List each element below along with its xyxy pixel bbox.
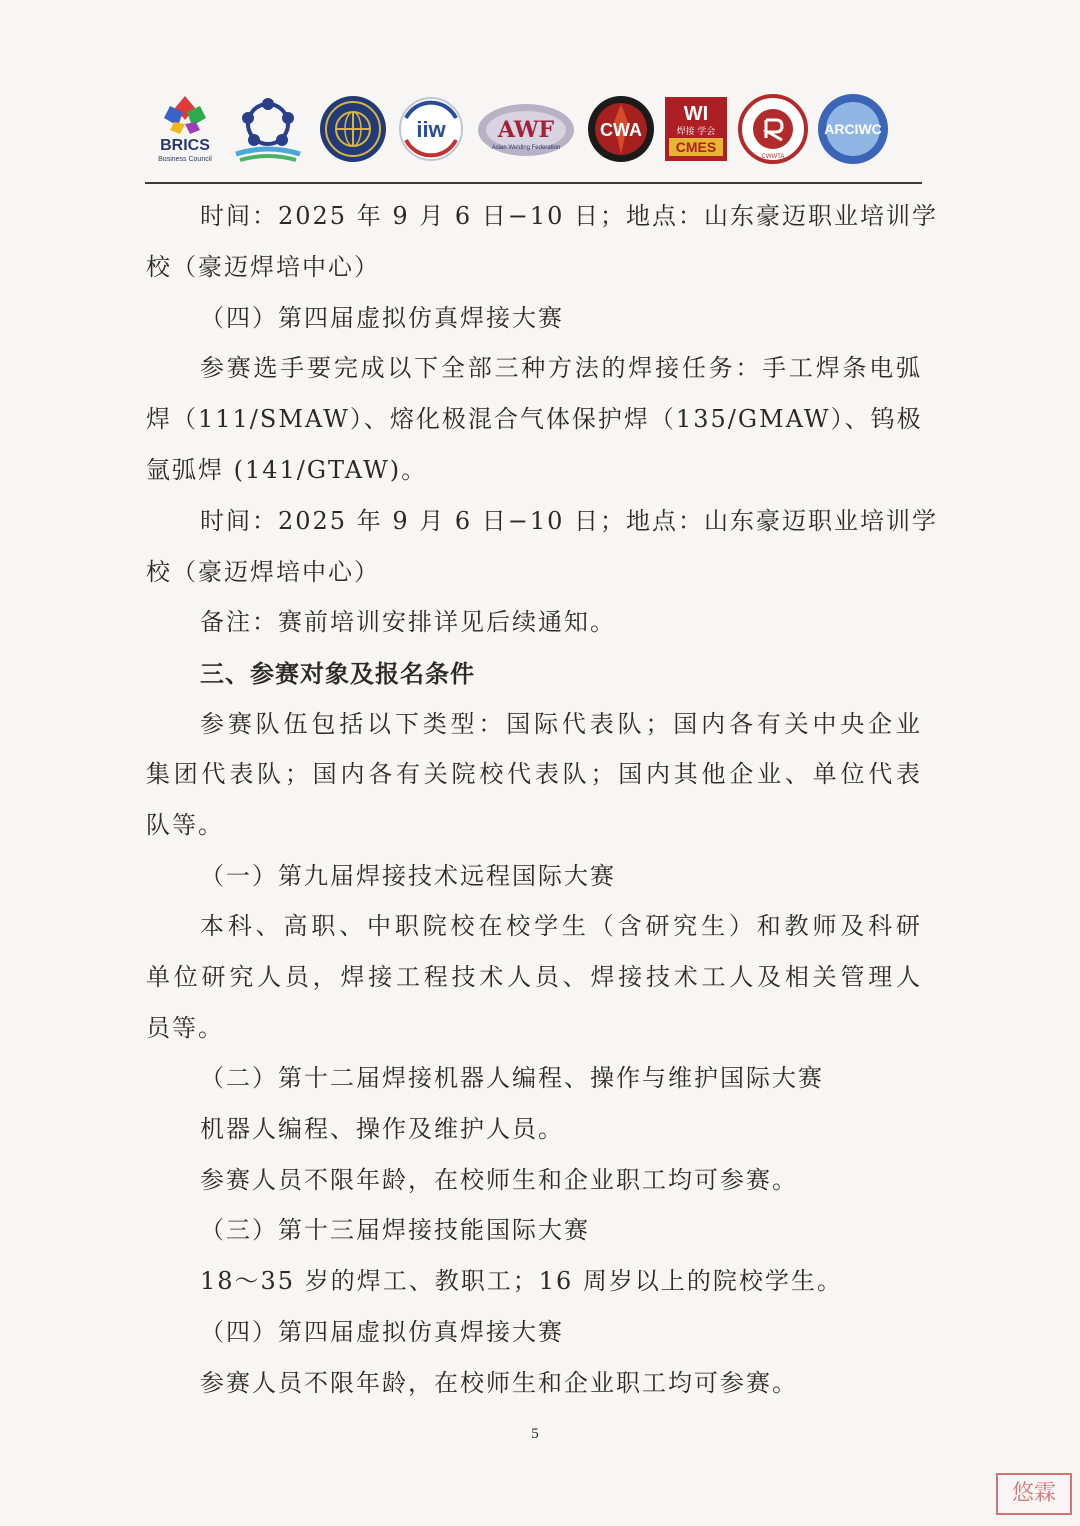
cwa-logo [586, 94, 656, 164]
iiw-text: iiw [416, 117, 446, 142]
brics-subtext: Business Council [158, 156, 212, 163]
iiw-logo [398, 96, 464, 162]
body-line-19: 机器人编程、操作及维护人员。 [200, 1115, 564, 1143]
globe-emblem-logo [318, 94, 388, 164]
body-line-16: 单位研究人员，焊接工程技术人员、焊接技术工人及相关管理人 [146, 963, 922, 991]
watermark-seal: 悠霖 [996, 1473, 1072, 1515]
body-line-8: 校（豪迈焊培中心） [146, 558, 380, 586]
body-line-22: 18～35 岁的焊工、教职工；16 周岁以上的院校学生。 [200, 1267, 843, 1295]
body-line-15: 本科、高职、中职院校在校学生（含研究生）和教师及科研 [200, 912, 922, 940]
body-line-1: 时间：2025 年 9 月 6 日−10 日；地点：山东豪迈职业培训学 [200, 202, 939, 230]
body-line-24: 参赛人员不限年龄，在校师生和企业职工均可参赛。 [200, 1369, 798, 1397]
cwwta-text: CWWTA [761, 154, 785, 160]
body-line-4: 参赛选手要完成以下全部三种方法的焊接任务：手工焊条电弧 [200, 354, 922, 382]
body-line-12: 集团代表队；国内各有关院校代表队；国内其他企业、单位代表 [146, 760, 922, 788]
body-line-17: 员等。 [146, 1014, 224, 1042]
body-line-11: 参赛队伍包括以下类型：国际代表队；国内各有关中央企业 [200, 710, 922, 738]
body-line-13: 队等。 [146, 811, 224, 839]
cwwta-logo [738, 94, 808, 164]
cmes-text: WI [683, 103, 709, 125]
awf-subtext: Asian Welding Federation [491, 145, 561, 151]
subheading-skills-contest: （三）第十三届焊接技能国际大赛 [200, 1216, 590, 1244]
body-line-5: 焊（111/SMAW）、熔化极混合气体保护焊（135/GMAW）、钨极 [146, 405, 923, 433]
body-line-7: 时间：2025 年 9 月 6 日−10 日；地点：山东豪迈职业培训学 [200, 507, 939, 535]
arciwc-logo [816, 92, 890, 166]
section-heading-participants: 三、参赛对象及报名条件 [200, 660, 475, 688]
cmes-logo [664, 96, 728, 162]
header-logo-strip [150, 88, 930, 168]
lotus-org-logo [230, 94, 306, 164]
section-heading-virtual-sim: （四）第四届虚拟仿真焊接大赛 [200, 304, 564, 332]
arciwc-text: ARCIWC [824, 121, 882, 137]
cwa-text: CWA [600, 120, 642, 140]
page-number: 5 [531, 1426, 539, 1442]
body-line-6: 氩弧焊 (141/GTAW)。 [146, 456, 428, 484]
brics-logo [150, 92, 220, 164]
subheading-robot-contest: （二）第十二届焊接机器人编程、操作与维护国际大赛 [200, 1064, 824, 1092]
body-line-9: 备注：赛前培训安排详见后续通知。 [200, 608, 616, 636]
subheading-remote-contest: （一）第九届焊接技术远程国际大赛 [200, 862, 616, 890]
awf-text: AWF [497, 117, 555, 143]
cmes-caption: 焊接 学会 [676, 127, 716, 137]
awf-logo [476, 102, 576, 158]
cmes-subtext: CMES [675, 139, 717, 155]
body-line-2: 校（豪迈焊培中心） [146, 253, 380, 281]
subheading-virtual-sim-contest: （四）第四届虚拟仿真焊接大赛 [200, 1318, 564, 1346]
header-rule [145, 182, 922, 184]
brics-text: BRICS [160, 137, 210, 154]
body-line-20: 参赛人员不限年龄，在校师生和企业职工均可参赛。 [200, 1166, 798, 1194]
